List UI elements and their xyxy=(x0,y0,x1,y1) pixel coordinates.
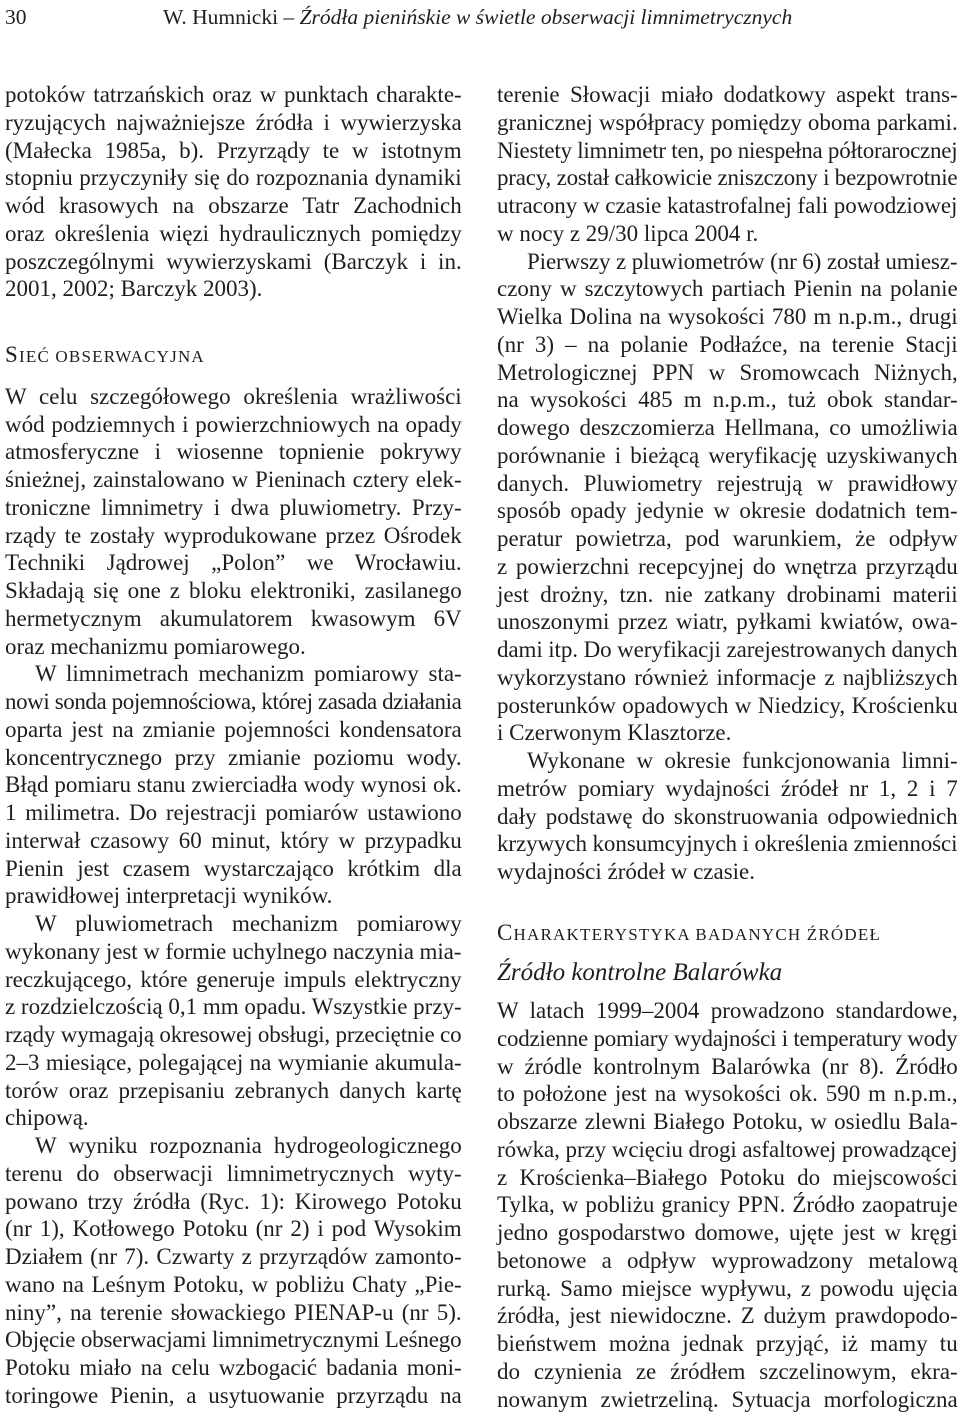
text-line: codzienne pomiary wydajności i temperatury wody xyxy=(497,1025,958,1051)
text-line: toringowe Pienin, a usytuowanie przyrządu na xyxy=(5,1382,462,1408)
text-line: wykorzystano również informacje z najbliższych xyxy=(497,664,958,690)
text-line: peratur powietrza, pod warunkiem, że odpływ xyxy=(497,526,958,551)
text-line: do czynienia ze źródłem szczelinowym, ekra- xyxy=(497,1358,958,1384)
running-title xyxy=(163,3,792,31)
text-line: Składają się one z bloku elektroniki, zasilanego xyxy=(5,578,462,603)
text-line: Tylka, w pobliżu granicy PPN. Źródło zaopatruje xyxy=(497,1192,958,1218)
text-line: (nr 1), Kotłowego Potoku (nr 2) i pod Wysokim xyxy=(5,1216,462,1242)
text-line: 1 milimetra. Do rejestracji pomiarów ustawiono xyxy=(5,800,462,825)
text-line: na wysokości 485 m n.p.m., tuż obok standar- xyxy=(497,387,958,413)
text-line: wydajności źródeł w czasie. xyxy=(497,859,756,884)
text-line: 2–3 miesiące, polegającej na wymianie akumula- xyxy=(5,1049,462,1075)
text-line: stopniu przyczyniły się do rozpoznania dynamiki xyxy=(5,165,462,191)
text-line: Wykonane w okresie funkcjonowania limni- xyxy=(527,748,958,773)
text-line: potoków tatrzańskich oraz w punktach charakte- xyxy=(5,82,462,107)
running-header xyxy=(0,3,960,31)
section-heading: SIEĆ OBSERWACYJNA xyxy=(5,342,205,367)
text-line: z rozdzielczością 0,1 mm opadu. Wszystkie przy- xyxy=(5,994,462,1020)
text-line: rurką. Samo miejsce wypływu, z powodu ujęcia xyxy=(497,1275,958,1301)
text-line: danych. Pluwiometry rejestrują w prawidłowy xyxy=(497,470,958,496)
text-line: W pluwiometrach mechanizm pomiarowy xyxy=(35,911,462,936)
text-line: oraz mechanizmu pomiarowego. xyxy=(5,633,306,659)
paragraph xyxy=(5,660,462,910)
text-line: prawidłowej interpretacji wyników. xyxy=(5,883,333,909)
text-line: powano trzy źródła (Ryc. 1): Kirowego Potoku xyxy=(5,1188,462,1214)
paragraph xyxy=(497,747,958,886)
page-number: 30 xyxy=(5,5,27,29)
text-line: Pienin jest czasem wystarczająco krótkim dla xyxy=(5,855,462,881)
paragraph xyxy=(497,81,958,248)
left-column xyxy=(5,81,462,1410)
text-line: to położone jest na wysokości ok. 590 m n.p.m., xyxy=(497,1081,958,1107)
text-line: oparta jest na zmianie pojemności kondensatora xyxy=(5,716,462,742)
text-line: utracony w czasie katastrofalnej fali powodziowej xyxy=(497,193,958,218)
text-line: terenu do obserwacji limnimetrycznych wyty- xyxy=(5,1160,462,1186)
text-line: dały podstawę do skonstruowania odpowiednich xyxy=(497,803,958,829)
header-title: Źródła pienińskie w świetle obserwacji limnimetrycznych xyxy=(299,5,793,29)
text-line: reczkującego, które generuje impuls elektryczny xyxy=(5,966,462,992)
text-line: torów oraz przepisaniu zebranych danych kartę xyxy=(5,1077,462,1103)
text-line: oraz określenia więzi hydraulicznych pomiędzy xyxy=(5,220,462,246)
text-line: źródła, jest niewidoczne. Z dużym prawdopodo- xyxy=(497,1303,958,1329)
text-line: Niestety limnimetr ten, po niespełna półtorarocznej xyxy=(497,137,958,163)
text-line: koncentrycznego przy zmianie poziomu wody. xyxy=(5,744,462,770)
text-line: W latach 1999–2004 prowadzono standardowe, xyxy=(497,998,958,1023)
text-line: wód krasowych na obszarze Tatr Zachodnich xyxy=(5,193,462,218)
text-line: niny”, na terenie słowackiego PIENAP-u (nr 5). xyxy=(5,1299,462,1325)
text-line: chipową. xyxy=(5,1105,89,1131)
text-line: Wielka Dolina na wysokości 780 m n.p.m., drugi xyxy=(497,304,958,329)
text-line: wykonany jest w formie uchylnego naczynia mia- xyxy=(5,938,462,964)
text-line: jedno gospodarstwo domowe, ujęte jest w kręgi xyxy=(497,1220,958,1245)
section-heading: CHARAKTERYSTYKA BADANYCH ŹRÓDEŁ xyxy=(497,920,882,945)
text-line: W celu szczegółowego określenia wrażliwości xyxy=(5,383,462,409)
text-line: betonowe a odpływ wyprowadzony metalową xyxy=(497,1247,958,1273)
text-line: metrów pomiary wydajności źródeł nr 1, 2 i 7 xyxy=(497,775,958,801)
paragraph xyxy=(5,1132,462,1410)
text-line: nowi sonda pojemnościowa, której zasada działania xyxy=(5,689,462,714)
text-line: bieństwem można jednak przyjąć, iż mamy tu xyxy=(497,1331,958,1356)
text-line: sposób opady jedynie w okresie dodatnich tem- xyxy=(497,498,958,524)
text-line: Techniki Jądrowej „Polon” we Wrocławiu. xyxy=(5,550,462,576)
text-line: (Małecka 1985a, b). Przyrządy te w istotnym xyxy=(5,137,462,163)
text-line: terenie Słowacji miało dodatkowy aspekt trans- xyxy=(497,82,958,107)
text-line: atmosferyczne i wiosenne topnienie pokrywy xyxy=(5,439,462,465)
text-line: śnieżnej, zainstalowano w Pieninach cztery elek- xyxy=(5,467,462,492)
text-line: dowego deszczomierza Hellmana, co umożliwia xyxy=(497,415,958,440)
text-line: rówka, przy wcięciu drogi asfaltowej prowadzącej xyxy=(497,1136,958,1162)
header-author: W. Humnicki – xyxy=(163,5,295,29)
paragraph xyxy=(5,81,462,303)
text-line: Działem (nr 7). Czwarty z przyrządów zamonto- xyxy=(5,1244,462,1269)
text-line: 2001, 2002; Barczyk 2003). xyxy=(5,276,263,302)
text-line: Potoku miało na celu wzbogacić badania moni- xyxy=(5,1355,462,1380)
paragraph xyxy=(497,248,958,748)
text-line: W wyniku rozpoznania hydrogeologicznego xyxy=(35,1133,462,1158)
paragraph xyxy=(5,383,462,661)
text-line: ryzujących najważniejsze źródła i wywierzyska xyxy=(5,109,462,135)
text-line: Metrologicznej PPN w Sromowcach Niżnych, xyxy=(497,359,958,385)
text-line: dami itp. Do weryfikacji zarejestrowanych danych xyxy=(497,637,958,662)
text-line: w nocy z 29/30 lipca 2004 r. xyxy=(497,220,759,246)
section-body xyxy=(5,383,462,1410)
text-line: wano na Leśnym Potoku, w pobliżu Chaty „Pie- xyxy=(5,1271,462,1297)
text-line: troniczne limnimetry i dwa pluwiometry. Przy- xyxy=(5,494,462,520)
text-line: rządy te zostały wyprodukowane przez Ośrodek xyxy=(5,522,462,548)
right-column xyxy=(497,81,958,1413)
text-line: czony w szczytowych partiach Pienin na polanie xyxy=(497,276,958,302)
text-line: W limnimetrach mechanizm pomiarowy sta- xyxy=(35,661,462,687)
text-line: posterunków opadowych w Niedzicy, Krościenku xyxy=(497,692,958,718)
text-line: z powierzchni recepcyjnej do wnętrza przyrządu xyxy=(497,553,958,579)
text-line: pracy, został całkowicie zniszczony i bezpowrotnie xyxy=(497,165,958,191)
subsection-heading: Źródło kontrolne Balarówka xyxy=(497,959,783,986)
text-line: porównanie i bieżącą weryfikację uzyskiwanych xyxy=(497,442,958,468)
text-line: hermetycznym akumulatorem kwasowym 6V xyxy=(5,605,462,631)
text-line: i Czerwonym Klasztorze. xyxy=(497,720,732,746)
text-line: z Krościenka–Białego Potoku do miejscowości xyxy=(497,1164,958,1190)
text-line: interwał czasowy 60 minut, który w przypadku xyxy=(5,827,462,853)
text-line: poszczególnymi wywierzyskami (Barczyk i in. xyxy=(5,248,462,274)
text-line: krzywych konsumcyjnych i określenia zmienności xyxy=(497,831,958,857)
text-line: rządy wymagają okresowej obsługi, przeciętnie co xyxy=(5,1022,462,1047)
paragraph xyxy=(5,910,462,1132)
text-line: granicznej współpracy pomiędzy oboma parkami. xyxy=(497,109,958,135)
text-line: nowanym zwietrzeliną. Sytuacja morfologiczna xyxy=(497,1386,958,1412)
text-line: w źródle kontrolnym Balarówka (nr 8). Źródło xyxy=(497,1053,958,1079)
text-line: obszarze zlewni Białego Potoku, w osiedlu Bala- xyxy=(497,1109,958,1134)
text-line: unoszonymi przez wiatr, pyłkami kwiatów, owa- xyxy=(497,609,958,635)
text-line: Objęcie obserwacjami limnimetrycznymi Leśnego xyxy=(5,1327,462,1353)
text-line: Pierwszy z pluwiometrów (nr 6) został umiesz- xyxy=(527,248,958,274)
paragraph xyxy=(497,997,958,1413)
text-line: Błąd pomiaru stanu zwierciadła wody wynosi ok. xyxy=(5,772,462,798)
text-line: (nr 3) – na polanie Podłaźce, na terenie Stacji xyxy=(497,331,958,357)
text-line: jest drożny, tzn. nie zatkany drobinami materii xyxy=(497,581,958,607)
text-line: wód podziemnych i powierzchniowych na opady xyxy=(5,411,462,437)
